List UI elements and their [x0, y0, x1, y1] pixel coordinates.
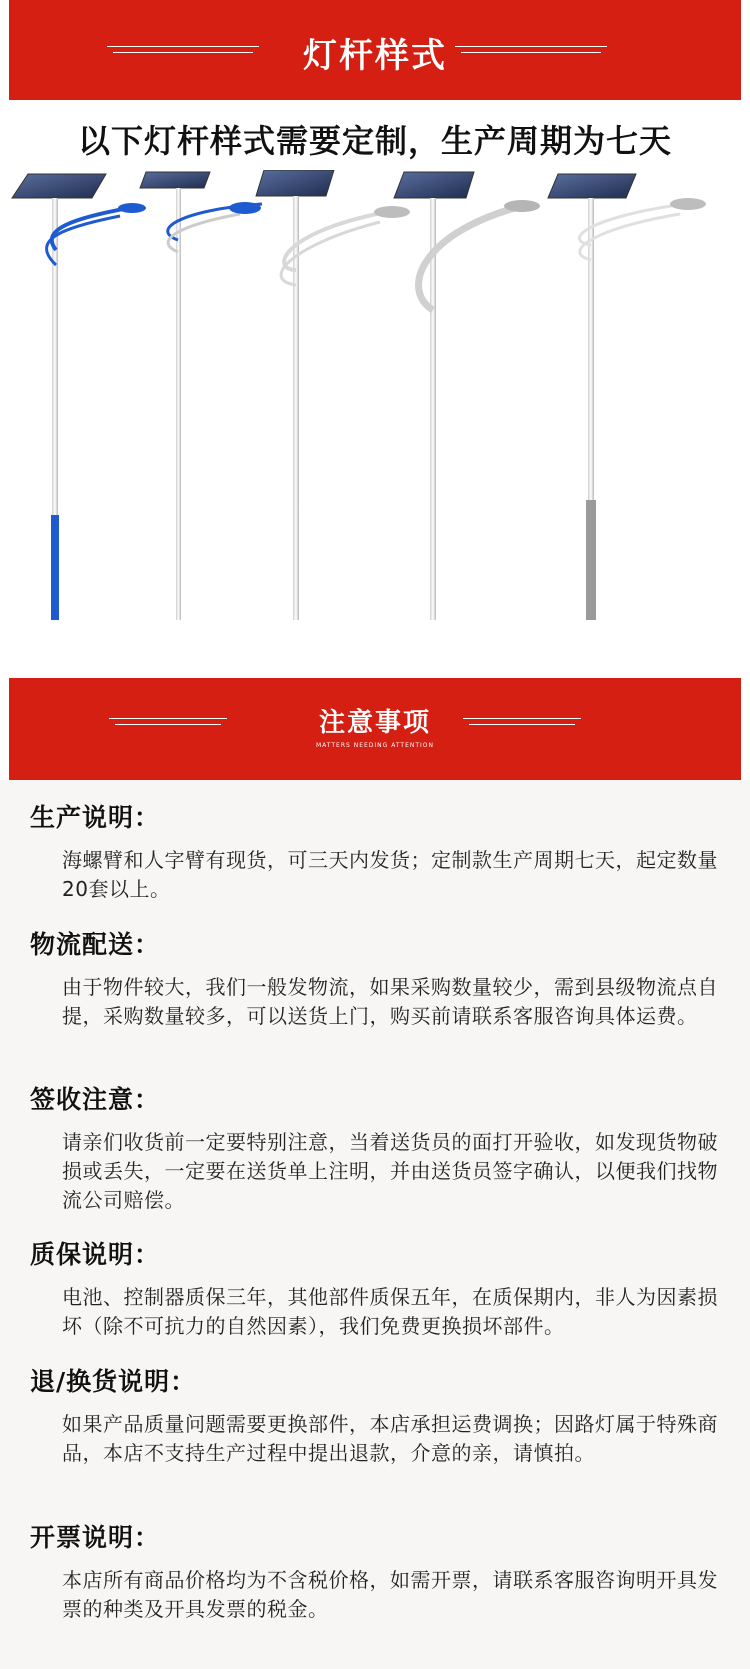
- notice-banner: [9, 678, 741, 780]
- section-logistics: [30, 925, 730, 1031]
- street-light-pole-3: [256, 170, 410, 620]
- section-invoice: [30, 1518, 730, 1624]
- title-decoration-right: [455, 46, 607, 54]
- notice-decoration-right: [463, 718, 581, 726]
- section-heading: 生产说明：: [30, 803, 161, 832]
- section-body: 请亲们收货前一定要特别注意，当着送货员的面打开验收，如发现货物破损或丢失，一定要在送货单上注明，并由送货员签字确认，以便我们找物流公司赔偿。: [62, 1130, 718, 1212]
- section-returns: [30, 1362, 730, 1468]
- notice-subtitle: MATTERS NEEDING ATTENTION: [315, 742, 434, 749]
- section-body: 电池、控制器质保三年，其他部件质保五年，在质保期内，非人为因素损坏（除不可抗力的自然因素），我们免费更换损坏部件。: [62, 1285, 718, 1338]
- section-body: 如果产品质量问题需要更换部件，本店承担运费调换；因路灯属于特殊商品，本店不支持生产过程中提出退款，介意的亲，请慎拍。: [62, 1412, 718, 1465]
- header-banner: [9, 0, 741, 100]
- street-light-pole-1: [12, 174, 146, 620]
- street-light-pole-4: [394, 172, 540, 620]
- section-heading: 物流配送：: [30, 930, 161, 959]
- street-light-pole-5: [548, 174, 706, 620]
- section-production: [30, 798, 730, 904]
- section-heading: 开票说明：: [30, 1523, 161, 1552]
- section-heading: 签收注意：: [30, 1085, 161, 1114]
- street-light-pole-2: [140, 172, 262, 620]
- section-title: 灯杆样式: [303, 36, 447, 76]
- section-body: 本店所有商品价格均为不含税价格，如需开票，请联系客服咨询明开具发票的种类及开具发票的税金。: [62, 1568, 718, 1621]
- notice-title: 注意事项: [318, 708, 431, 738]
- section-body: 由于物件较大，我们一般发物流，如果采购数量较少，需到县级物流点自提，采购数量较多，可以送货上门，购买前请联系客服咨询具体运费。: [62, 975, 718, 1028]
- street-light-poles-image: [0, 170, 750, 650]
- section-heading: 退/换货说明：: [30, 1367, 197, 1396]
- section-heading: 质保说明：: [30, 1240, 161, 1269]
- section-warranty: [30, 1235, 730, 1341]
- page-subtitle: 以下灯杆样式需要定制，生产周期为七天: [77, 122, 672, 160]
- section-receipt: [30, 1080, 730, 1215]
- section-body: 海螺臂和人字臂有现货，可三天内发货；定制款生产周期七天，起定数量20套以上。: [62, 848, 718, 901]
